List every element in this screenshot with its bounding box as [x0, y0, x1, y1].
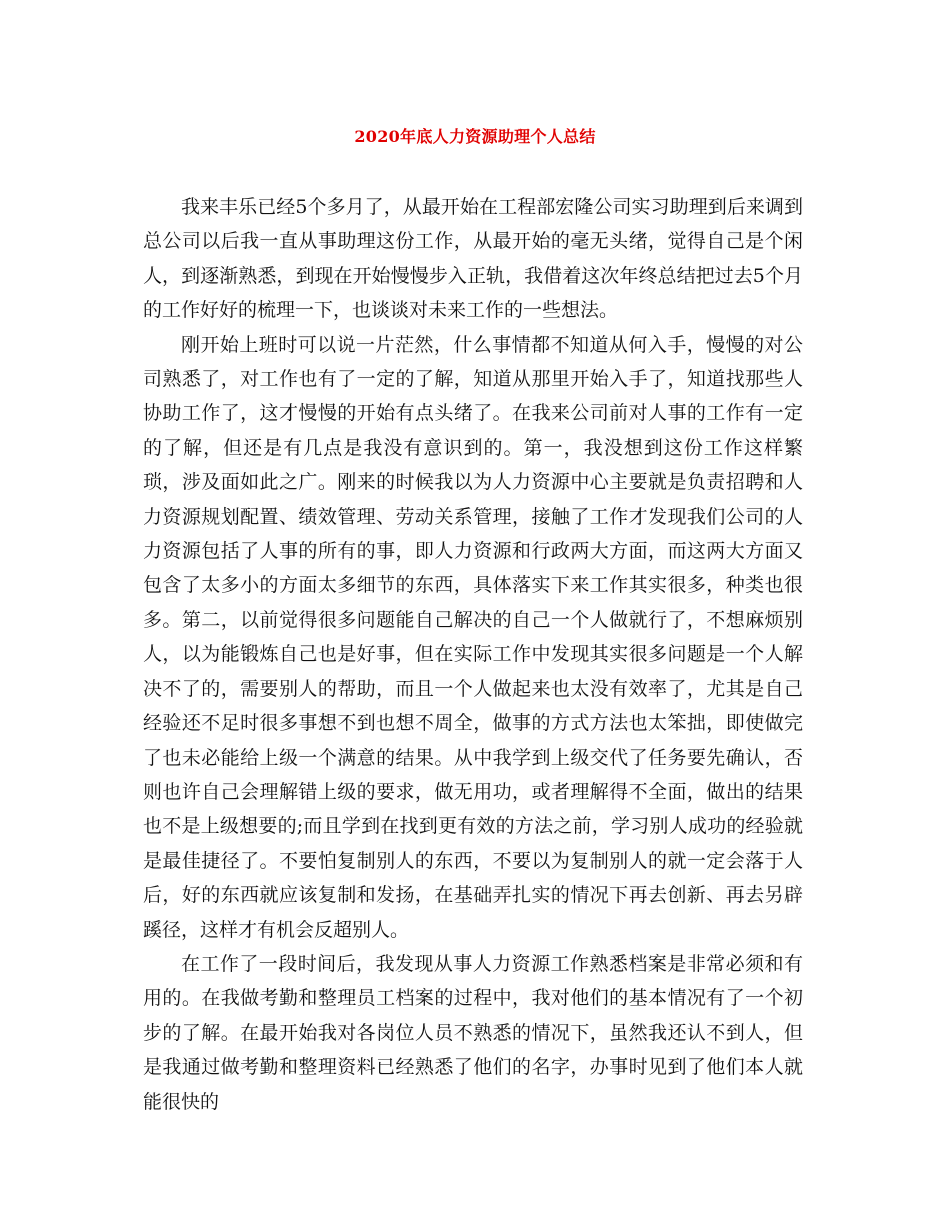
document-body — [143, 190, 803, 1119]
paragraph-3: 在工作了一段时间后，我发现从事人力资源工作熟悉档案是非常必须和有用的。在我做考勤和整理员工档案的过程中，我对他们的基本情况有了一个初步的了解。在最开始我对各岗位人员不熟悉的情况下，虽然我还认不到人，但是我通过做考勤和整理资料已经熟悉了他们的名字，办事时见到了他们本人就能很快的 — [143, 952, 803, 1113]
document-title: 2020年底人力资源助理个人总结 — [354, 127, 596, 146]
paragraph-2: 刚开始上班时可以说一片茫然，什么事情都不知道从何入手，慢慢的对公司熟悉了，对工作也有了一定的了解，知道从那里开始入手了，知道找那些人协助工作了，这才慢慢的开始有点头绪了。在我来公司前对人事的工作有一定的了解，但还是有几点是我没有意识到的。第一，我没想到这份工作这样繁琐，涉及面如此之广。刚来的时候我以为人力资源中心主要就是负责招聘和人力资源规划配置、绩效管理、劳动关系管理，接触了工作才发现我们公司的人力资源包括了人事的所有的事，即人力资源和行政两大方面，而这两大方面又包含了太多小的方面太多细节的东西，具体落实下来工作其实很多，种类也很多。第二，以前觉得很多问题能自己解决的自己一个人做就行了，不想麻烦别人，以为能锻炼自己也是好事，但在实际工作中发现其实很多问题是一个人解决不了的，需要别人的帮助，而且一个人做起来也太没有效率了，尤其是自己经验还不足时很多事想不到也想不周全，做事的方式方法也太笨拙，即使做完了也未必能给上级一个满意的结果。从中我学到上级交代了任务要先确认，否则也许自己会理解错上级的要求，做无用功，或者理解得不全面，做出的结果也不是上级想要的;而且学到在找到更有效的方法之前，学习别人成功的经验就是最佳捷径了。不要怕复制别人的东西，不要以为复制别人的就一定会落于人后，好的东西就应该复制和发扬，在基础弄扎实的情况下再去创新、再去另辟蹊径，这样才有机会反超别人。 — [143, 333, 803, 941]
paragraph-1: 我来丰乐已经5个多月了，从最开始在工程部宏隆公司实习助理到后来调到总公司以后我一直从事助理这份工作，从最开始的毫无头绪，觉得自己是个闲人，到逐渐熟悉，到现在开始慢慢步入正轨，我借着这次年终总结把过去5个月的工作好好的梳理一下，也谈谈对未来工作的一些想法。 — [143, 196, 803, 322]
